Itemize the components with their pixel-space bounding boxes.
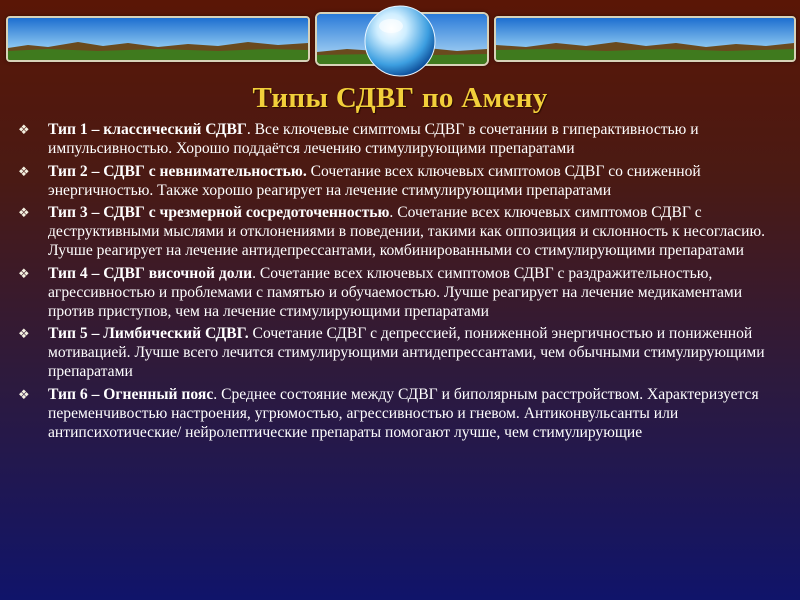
diamond-bullet-icon: ❖ [18, 265, 30, 281]
type-term: Тип 3 – СДВГ с чрезмерной сосредоточенностью [48, 204, 390, 221]
diamond-bullet-icon: ❖ [18, 163, 30, 179]
diamond-bullet-icon: ❖ [18, 326, 30, 341]
list-item [10, 120, 792, 158]
adhd-types-list [10, 120, 792, 445]
type-term: Тип 2 – СДВГ с невнимательностью. [48, 162, 307, 180]
landscape-banner-right [494, 16, 796, 62]
type-description: Сочетание всех ключевых симптомов СДВГ с деструктивными мыслями и отклонениями в поведении, такими как оппозиция и склонность к несогласию. Лучше реагирует на лечение антидепрессантами, комбинированными со стимулирующими препаратами [48, 204, 765, 259]
type-term: Тип 6 – Огненный пояс [48, 385, 214, 403]
globe-icon [363, 4, 437, 78]
term-separator: . [389, 204, 398, 221]
diamond-bullet-icon: ❖ [18, 386, 30, 402]
landscape-banner-left [6, 16, 310, 62]
list-item [10, 385, 792, 442]
slide-title: Типы СДВГ по Амену [252, 82, 548, 114]
type-term: Тип 4 – СДВГ височной доли [48, 264, 253, 282]
list-item [10, 203, 792, 260]
diamond-bullet-icon: ❖ [18, 205, 30, 220]
type-term: Тип 5 – Лимбический СДВГ. [48, 325, 249, 342]
type-description: Сочетание всех ключевых симптомов СДВГ со сниженной энергичностью. Также хорошо реагирует на лечение стимулирующими препаратами [48, 162, 701, 199]
type-description: Среднее состояние между СДВГ и биполярным расстройством. Характеризуется переменчивостью настроения, угрюмостью, агрессивностью и гневом. Антиконвульсанты или антипсихотические/ нейролептические препараты помогают лучше, чем стимулирующие [48, 385, 759, 441]
list-item [10, 162, 792, 200]
type-description: Сочетание СДВГ с депрессией, пониженной энергичностью и пониженной мотивацией. Лучше всего лечится стимулирующими антидепрессантами, чем обычными стимулирующими препаратами [48, 325, 765, 380]
term-separator: . [213, 385, 222, 403]
list-item [10, 324, 792, 381]
type-term: Тип 1 – классический СДВГ [48, 121, 247, 138]
term-separator: . [252, 264, 260, 282]
type-description: Сочетание всех ключевых симптомов СДВГ с раздражительностью, агрессивностью и проблемами с памятью и обучаемостью. Лучше реагирует на лечение медикаментами против приступов, чем на лечение стимулирующими препаратами [48, 264, 743, 320]
term-separator: . [246, 121, 255, 138]
list-item [10, 264, 792, 321]
type-description: Все ключевые симптомы СДВГ в сочетании в гиперактивностью и импульсивностью. Хорошо поддаётся лечению стимулирующими препаратами [48, 121, 699, 157]
diamond-bullet-icon: ❖ [18, 122, 30, 137]
